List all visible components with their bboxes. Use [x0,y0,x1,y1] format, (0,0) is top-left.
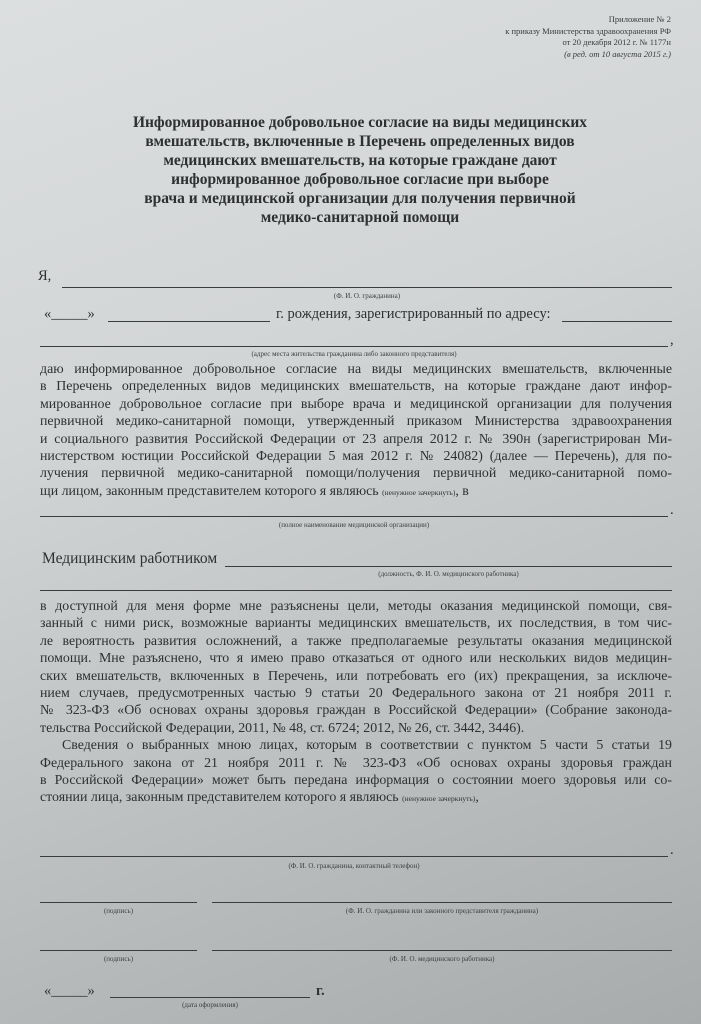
date-month-year-field[interactable] [110,997,310,998]
worker-caption: (должность, Ф. И. О. медицинского работника) [378,570,519,578]
address-field[interactable] [40,346,668,347]
text-line: тельства Российской Федерации, 2011, № 48, ст. 6724; 2012, № 26, ст. 3442, 3446). [40,720,525,736]
text-line: мированное добровольное согласие при выборе врача и медицинской организации для получения [40,396,672,412]
text-line: ских вмешательств, включенных в Перечень, или потребовать его (их) прекращения, за исключе- [40,668,672,684]
title-line: медико-санитарной помощи [260,209,460,226]
i-label: Я, [38,268,52,284]
text-line: в доступной для меня форме мне разъяснены цели, методы оказания медицинской помощи, свя- [40,599,672,614]
org-caption: (полное наименование медицинской организации) [278,521,430,529]
header-line: Приложение № 2 [608,14,671,24]
consent-paragraph [40,361,672,500]
fio-field[interactable] [62,287,672,288]
text-line: занный с ними риск, возможные варианты медицинских вмешательств, их последствия, в том чис- [40,616,672,632]
strike-note: (ненужное зачеркнуть) [382,487,456,497]
text-line: нистерством юстиции Российской Федерации 5 мая 2012 г. № 24082) (далее — Перечень), для по- [40,448,672,464]
worker-sign-caption: (Ф. И. О. медицинского работника) [389,955,495,963]
birth-month-year-field[interactable] [108,321,270,322]
address-caption: (адрес места жительства гражданина либо законного представителя) [251,350,457,358]
citizen-signature-field[interactable] [40,902,197,903]
title-line: информированное добровольное согласие при выборе [171,171,549,188]
text-line: № 323-ФЗ «Об основах охраны здоровья граждан в Российской Федерации» (Собрание законода- [40,703,672,719]
worker-signature-field[interactable] [40,950,197,951]
address-comma: , [670,332,674,348]
title-line: вмешательств, включенные в Перечень определенных видов [145,133,575,150]
text-line: нием случаев, предусмотренных частью 9 статьи 20 Федерального закона от 21 ноября 2011 г. [40,685,672,701]
title-line: врача и медицинской организации для получения первичной [144,190,576,207]
medical-organization-field[interactable] [40,516,668,517]
text-fragment: щи лицом, законным представителем которого я являюсь [40,483,379,499]
text-line: первичной медико-санитарной помощи, утвержденный приказом Министерства здравоохранения [40,414,672,430]
text-line: в Перечень определенных видов медицинских вмешательств, на которые граждане дают инфор- [40,379,672,395]
text-fragment: стоянии лица, законным представителем которого я являюсь [40,790,399,806]
date-year-suffix: г. [316,983,325,999]
text-line: и социального развития Российской Федерации от 23 апреля 2012 г. № 390н (зарегистрирован Ми- [40,431,672,447]
strike-note: (ненужное зачеркнуть) [402,794,476,804]
signature-caption: (подпись) [103,955,134,963]
birth-day-field[interactable]: «_____» [44,306,95,322]
text-line [40,483,672,500]
text-line: в Российской Федерации» может быть передана информация о состоянии моего здоровья или со- [40,772,672,788]
text-line [40,789,672,806]
signature-caption: (подпись) [103,907,134,915]
contact-caption: (Ф. И. О. гражданина, контактный телефон) [288,862,420,870]
text-fragment: , [475,790,479,806]
header-line: от 20 декабря 2012 г. № 1177н [562,37,671,47]
medical-worker-field-continued[interactable] [40,590,672,591]
citizen-name-field[interactable] [212,902,672,903]
date-day-field[interactable]: «_____» [44,983,95,999]
text-fragment: , в [455,483,469,499]
document-title [70,113,650,227]
worker-name-field[interactable] [212,950,672,951]
worker-label: Медицинским работником [42,550,218,567]
explanation-paragraph [40,598,672,807]
medical-worker-field[interactable] [225,566,672,567]
header-edition: (в ред. от 10 августа 2015 г.) [564,48,671,59]
citizen-sign-caption: (Ф. И. О. гражданина или законного представителя гражданина) [345,907,539,915]
contact-dot: . [670,842,674,858]
text-line: даю информированное добровольное согласие на виды медицинских вмешательств, включенные [40,362,672,377]
title-line: медицинских вмешательств, на которые граждане дают [163,152,557,169]
contact-person-field[interactable] [40,856,668,857]
appendix-header [505,14,671,60]
header-line: к приказу Министерства здравоохранения РФ [505,25,671,36]
address-field-start[interactable] [562,321,672,322]
title-line: Информированное добровольное согласие на виды медицинских [132,114,588,131]
text-line: Федерального закона от 21 ноября 2011 г. № 323-ФЗ «Об основах охраны здоровья граждан [40,755,672,771]
birth-text: г. рождения, зарегистрированный по адресу: [276,306,551,322]
fio-caption: (Ф. И. О. гражданина) [333,292,401,300]
text-line: помощи. Мне разъяснено, что я имею право отказаться от одного или нескольких видов медицин- [40,651,672,667]
text-line: Сведения о выбранных мною лицах, которым в соответствии с пунктом 5 части 5 статьи 19 [62,738,672,754]
date-caption: (дата оформления) [182,1001,238,1009]
text-line: ле вероятность развития осложнений, а также предполагаемые результаты оказания медицинской [40,633,672,649]
text-line: лучения первичной медико-санитарной помощи/получения первичной медико-санитарной помо- [40,466,672,482]
org-dot: . [670,502,674,518]
